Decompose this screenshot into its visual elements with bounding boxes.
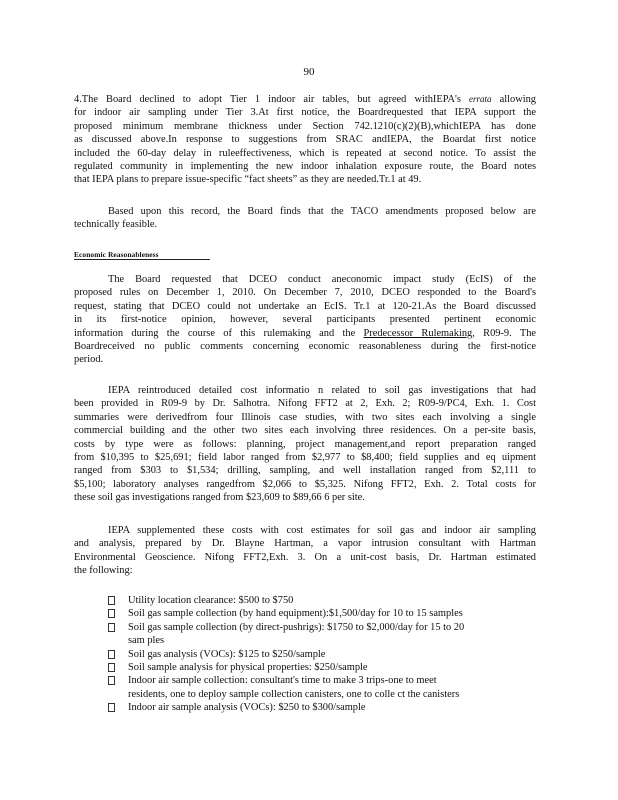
- list-item-text: residents, one to deploy sample collection canisters, one to colle ct the canisters: [128, 688, 460, 700]
- list-item: [108, 674, 538, 701]
- text-line: the following:: [74, 565, 133, 577]
- paragraph-soil-gas-costs: [74, 384, 536, 505]
- bullet-box-icon: [108, 676, 115, 685]
- list-item: [108, 621, 538, 648]
- text-line: summaries were derivedfrom four Illinois case studies, with two sites each involving a single: [74, 411, 536, 423]
- cost-estimate-list: [108, 594, 538, 715]
- section-heading-economic-reasonableness: Economic Reasonableness: [74, 250, 210, 260]
- list-item-text: Indoor air sample analysis (VOCs): $250 to $300/sample: [128, 702, 366, 714]
- list-item: [108, 594, 538, 607]
- text-line: request, stating that DCEO could not undertake an EcIS. Tr.1 at 120-21.As the Board discussed: [74, 300, 536, 312]
- text-line: Environmental Geoscience. Nifong FFT2,Exh. 3. On a unit-cost basis, Dr. Hartman estimated: [74, 551, 536, 563]
- text-line: period.: [74, 354, 104, 366]
- list-item: [108, 607, 538, 620]
- bullet-box-icon: [108, 703, 115, 712]
- text-line: The Board requested that DCEO conduct aneconomic impact study (EcIS) of the: [108, 274, 536, 285]
- paragraph-tier1-indoor-air: [74, 93, 536, 187]
- list-item-text: sam ples: [128, 635, 165, 647]
- list-item: [108, 701, 538, 714]
- list-item-text: Indoor air sample collection: consultant's time to make 3 trips-one to meet: [128, 675, 437, 687]
- list-item-text: Soil gas sample collection (by hand equipment):$1,500/day for 10 to 15 samples: [128, 608, 463, 620]
- text-line: 4.The Board declined to adopt Tier 1 indoor air tables, but agreed withIEPA's errata allowing: [74, 94, 536, 105]
- text-line: IEPA reintroduced detailed cost informatio n related to soil gas investigations that had: [108, 385, 536, 396]
- text-line: Boardreceived no public comments concerning economic reasonableness during the first-notice: [74, 341, 536, 353]
- text-line: and analysis, prepared by Dr. Blayne Hartman, a vapor intrusion consultant with Hartman: [74, 538, 536, 550]
- text-line: in its first-notice opinion, however, several participants presented pertinent economic: [74, 314, 536, 326]
- text-line: that IEPA plans to prepare issue-specific “fact sheets” as they are needed.Tr.1 at 49.: [74, 174, 422, 186]
- text-line: Based upon this record, the Board finds that the TACO amendments proposed below are: [108, 206, 536, 217]
- text-line: proposed minimum membrane thickness under Section 742.1210(c)(2)(B),whichIEPA has done: [74, 120, 536, 132]
- list-item: [108, 648, 538, 661]
- text-line: these soil gas investigations ranged from $23,609 to $89,66 6 per site.: [74, 492, 365, 504]
- text-line: information during the course of this rulemaking and the Predecessor Rulemaking, R09-9. The: [74, 327, 536, 339]
- bullet-box-icon: [108, 663, 115, 672]
- paragraph-hartman-estimates: [74, 524, 536, 578]
- bullet-box-icon: [108, 623, 115, 632]
- paragraph-ecis-request: [74, 273, 536, 367]
- bullet-box-icon: [108, 609, 115, 618]
- bullet-box-icon: [108, 650, 115, 659]
- paragraph-technically-feasible: [74, 205, 536, 232]
- list-item-text: Soil sample analysis for physical properties: $250/sample: [128, 662, 368, 674]
- text-line: commercial building and the other two sites each involving three residences. On a per-site basis,: [74, 425, 536, 437]
- list-item-text: Utility location clearance: $500 to $750: [128, 595, 294, 606]
- underlined-term: Predecessor Rulemaking: [363, 327, 473, 339]
- list-item: [108, 661, 538, 674]
- list-item-text: Soil gas sample collection (by direct-pushrigs): $1750 to $2,000/day for 15 to 20: [128, 621, 465, 633]
- text-line: costs by type were as follows: planning, project management,and report preparation ranged: [74, 438, 536, 450]
- text-line: for indoor air sampling under Tier 3.At first notice, the Boardrequested that IEPA support the: [74, 107, 536, 119]
- text-line: IEPA supplemented these costs with cost estimates for soil gas and indoor air sampling: [108, 525, 536, 536]
- list-item-text: Soil gas analysis (VOCs): $125 to $250/sample: [128, 648, 326, 660]
- text-line: regulated community in implementing the new indoor inhalation exposure route, the Board notes: [74, 161, 536, 173]
- bullet-box-icon: [108, 596, 115, 605]
- text-line: as discussed above.In response to suggestions from SRAC andIEPA, the Boardat first notice: [74, 134, 536, 146]
- text-line: been provided in R09-9 by Dr. Salhotra. Nifong FFT2 at 2, Exh. 2; R09-9/PC4, Exh. 1. Cost: [74, 398, 536, 410]
- italic-term: errata: [469, 94, 492, 104]
- text-line: $5,100; laboratory analyses rangedfrom $2,066 to $5,325. Nifong FFT2, Exh. 2. Total costs for: [74, 478, 536, 490]
- text-line: technically feasible.: [74, 219, 158, 231]
- text-line: ranged from $303 to $1,534; drilling, sampling, and well installation ranged from $2,111 to: [74, 465, 536, 477]
- text-line: proposed rules on December 1, 2010. On December 7, 2010, DCEO responded to the Board's: [74, 287, 536, 299]
- text-line: included the 60-day delay in ruleeffectiveness, which is repeated at second notice. To assist the: [74, 147, 536, 159]
- page-number: 90: [303, 66, 315, 78]
- text-line: from $10,395 to $25,691; field labor ranged from $2,977 to $8,400; field supplies and eq uipment: [74, 452, 536, 464]
